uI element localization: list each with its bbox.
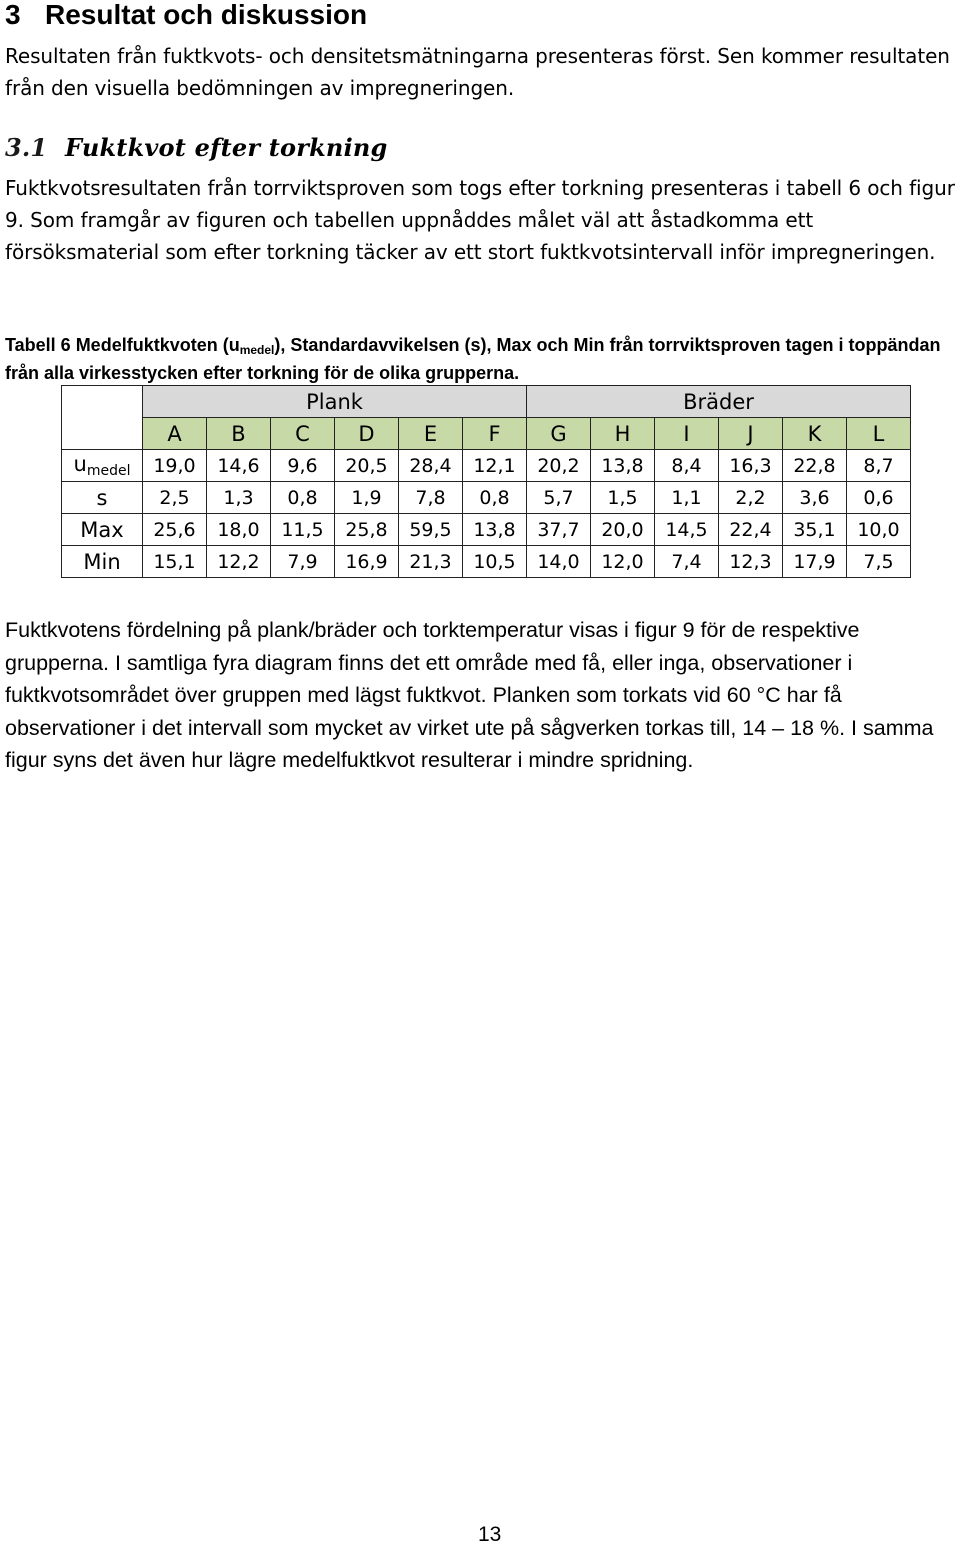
column-header: L [847, 418, 911, 450]
row-label [62, 450, 143, 482]
table-cell: 14,5 [655, 514, 719, 546]
caption-subscript: medel [239, 343, 275, 357]
table-cell: 19,0 [143, 450, 207, 482]
row-label [62, 546, 143, 578]
table-cell: 10,0 [847, 514, 911, 546]
table-cell: 7,4 [655, 546, 719, 578]
table-cell: 9,6 [271, 450, 335, 482]
table-cell: 20,5 [335, 450, 399, 482]
caption-suffix: ), Standardavvikelsen (s), Max och Min från torrviktsproven tagen i toppändan från alla virkesstycken efter torkning för de olika grupperna. [5, 335, 941, 383]
column-header: D [335, 418, 399, 450]
table-row [62, 450, 911, 482]
subsection-number: 3.1 [5, 133, 48, 162]
table-cell: 25,6 [143, 514, 207, 546]
section-heading [5, 0, 367, 30]
table-cell: 0,6 [847, 482, 911, 514]
subsection-text: Fuktkvotsresultaten från torrviktsproven som togs efter torkning presenteras i tabell 6 och figur 9. Som framgår av figuren och tabellen uppnåddes målet väl att åstadkomma ett försöksmaterial som efter torkning täcker av ett stort fuktkvotsintervall inför impregneringen. [5, 176, 955, 264]
table-cell: 11,5 [271, 514, 335, 546]
column-header: A [143, 418, 207, 450]
table-cell: 22,8 [783, 450, 847, 482]
table-cell: 18,0 [207, 514, 271, 546]
table-cell: 8,7 [847, 450, 911, 482]
table-cell: 13,8 [591, 450, 655, 482]
moisture-table [61, 385, 911, 578]
table-cell: 17,9 [783, 546, 847, 578]
row-label-text: Max [80, 517, 124, 542]
column-header: F [463, 418, 527, 450]
column-header: C [271, 418, 335, 450]
table-cell: 12,1 [463, 450, 527, 482]
table-cell: 1,3 [207, 482, 271, 514]
table-cell: 8,4 [655, 450, 719, 482]
table-cell: 7,5 [847, 546, 911, 578]
row-label-subscript: medel [86, 463, 131, 479]
table-group-row [62, 386, 911, 418]
table-cell: 21,3 [399, 546, 463, 578]
section-intro: Resultaten från fuktkvots- och densitetsmätningarna presenteras först. Sen kommer resultaten från den visuella bedömningen av impregneringen. [5, 44, 950, 100]
table-row [62, 482, 911, 514]
column-header: K [783, 418, 847, 450]
table-cell: 14,6 [207, 450, 271, 482]
discussion-text: Fuktkvotens fördelning på plank/bräder och torktemperatur visas i figur 9 för de respektive grupperna. I samtliga fyra diagram finns det ett område med få, eller inga, observationer i fuktkvotsområdet över gruppen med lägst fuktkvot. Planken som torkats vid 60 °C har få observationer i det intervall som mycket av virket ute på sågverken torkas till, 14 – 18 %. I samma figur syns det även hur lägre medelfuktkvot resulterar i mindre spridning. [5, 618, 934, 772]
table-cell: 20,2 [527, 450, 591, 482]
table-cell: 7,8 [399, 482, 463, 514]
section-title: Resultat och diskussion [45, 0, 368, 30]
caption-prefix: Tabell 6 Medelfuktkvoten (u [5, 335, 240, 355]
table-cell: 0,8 [463, 482, 527, 514]
table-caption [5, 331, 960, 387]
table-cell: 0,8 [271, 482, 335, 514]
table-cell: 59,5 [399, 514, 463, 546]
row-label-text: u [73, 452, 87, 476]
row-label [62, 482, 143, 514]
table-cell: 16,9 [335, 546, 399, 578]
table-cell: 12,0 [591, 546, 655, 578]
table-row [62, 514, 911, 546]
table-cell: 14,0 [527, 546, 591, 578]
table-row [62, 546, 911, 578]
column-header: J [719, 418, 783, 450]
table-cell: 12,2 [207, 546, 271, 578]
table-cell: 15,1 [143, 546, 207, 578]
table-cell: 10,5 [463, 546, 527, 578]
table-cell: 37,7 [527, 514, 591, 546]
table-cell: 5,7 [527, 482, 591, 514]
subsection-heading [5, 132, 388, 164]
table-cell: 1,9 [335, 482, 399, 514]
group-header-plank: Plank [143, 386, 527, 418]
column-header: B [207, 418, 271, 450]
table-corner [62, 386, 143, 450]
column-header: G [527, 418, 591, 450]
row-label-text: Min [83, 549, 121, 574]
table-cell: 13,8 [463, 514, 527, 546]
table-cell: 35,1 [783, 514, 847, 546]
column-header: I [655, 418, 719, 450]
table-cell: 25,8 [335, 514, 399, 546]
group-header-brader: Bräder [527, 386, 911, 418]
column-header: H [591, 418, 655, 450]
table-cell: 28,4 [399, 450, 463, 482]
row-label-text: s [96, 485, 108, 510]
table-cell: 3,6 [783, 482, 847, 514]
table-cell: 7,9 [271, 546, 335, 578]
page-number: 13 [478, 1523, 502, 1546]
row-label [62, 514, 143, 546]
subsection-title: Fuktkvot efter torkning [65, 133, 388, 162]
section-number: 3 [5, 0, 21, 30]
table-column-row [62, 418, 911, 450]
table-cell: 16,3 [719, 450, 783, 482]
table-cell: 22,4 [719, 514, 783, 546]
table-cell: 12,3 [719, 546, 783, 578]
table-cell: 1,5 [591, 482, 655, 514]
table-cell: 1,1 [655, 482, 719, 514]
table-cell: 2,2 [719, 482, 783, 514]
table-cell: 20,0 [591, 514, 655, 546]
column-header: E [399, 418, 463, 450]
table-cell: 2,5 [143, 482, 207, 514]
